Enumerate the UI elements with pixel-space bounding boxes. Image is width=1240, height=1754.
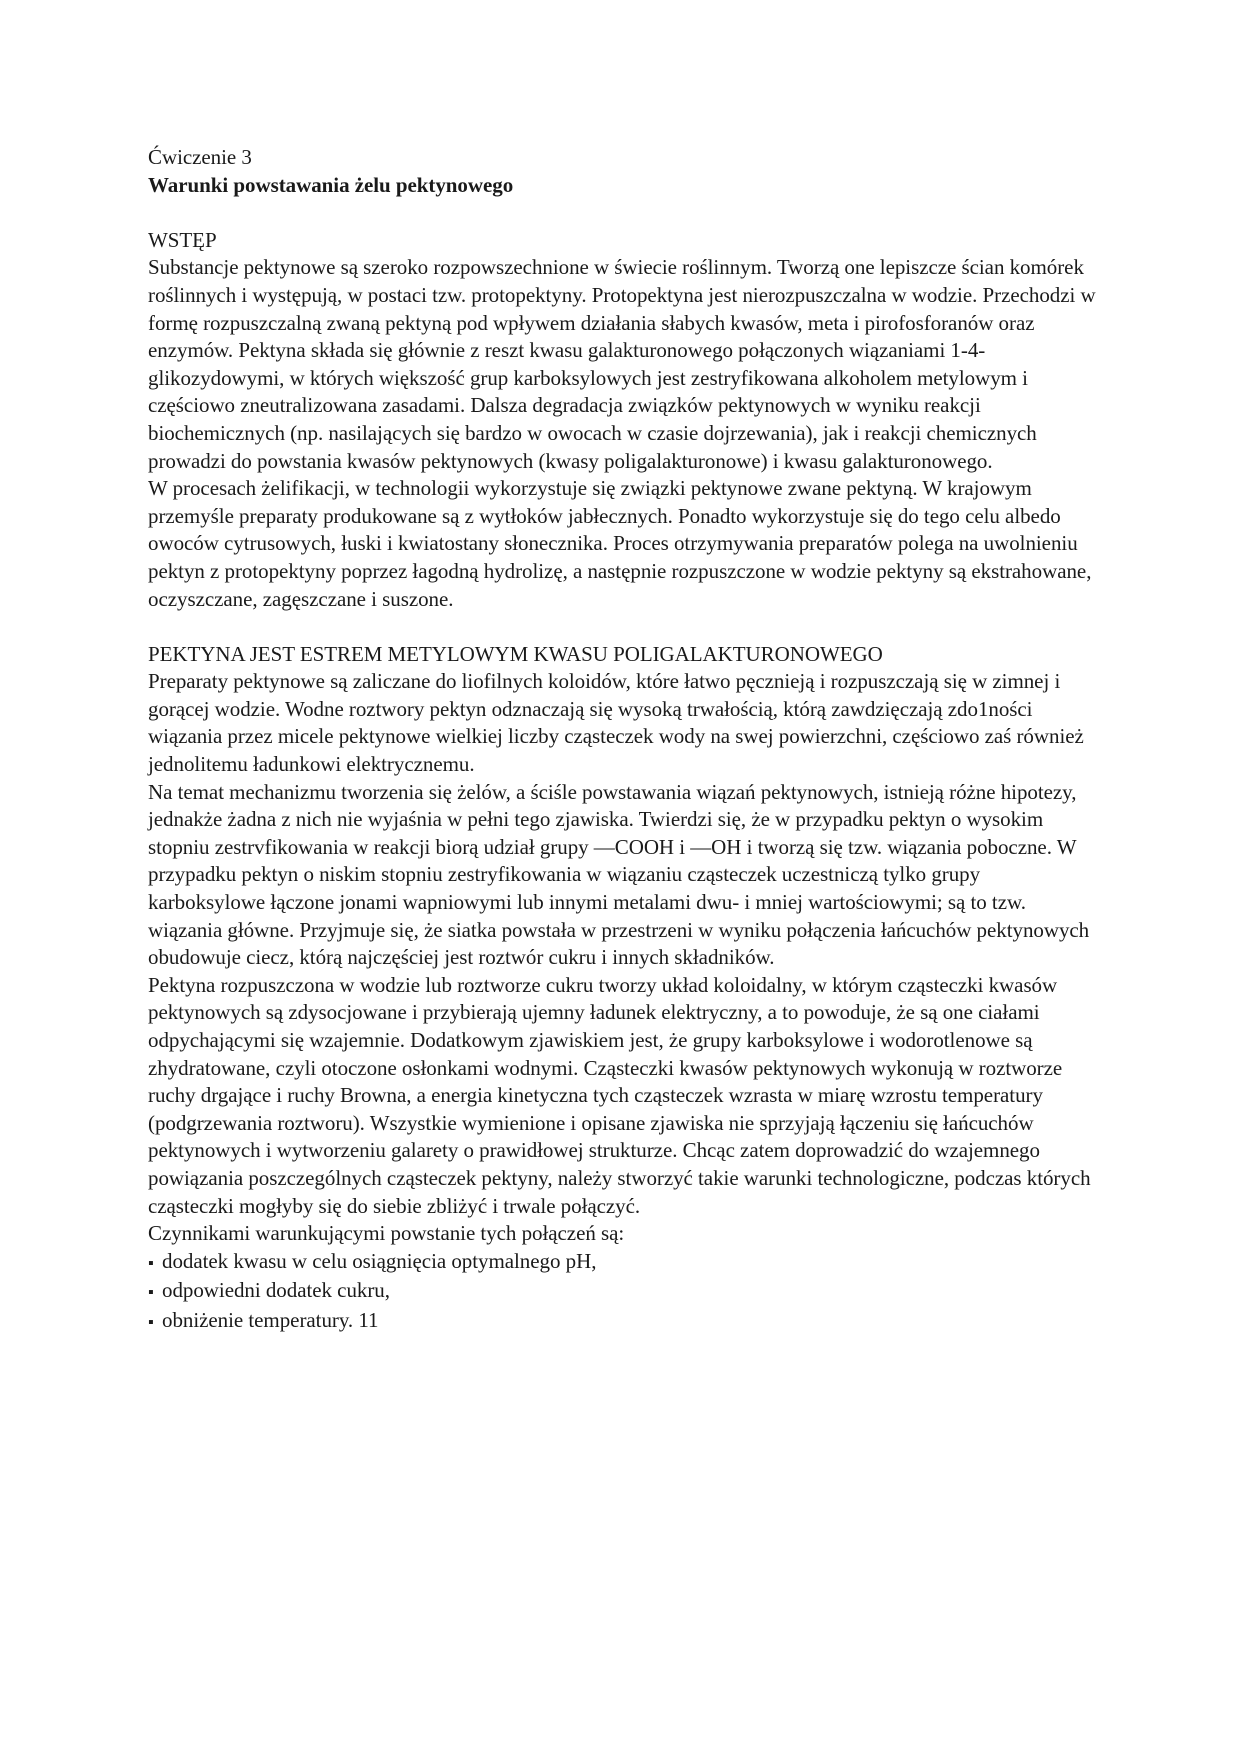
- list-item-text: obniżenie temperatury. 11: [162, 1307, 379, 1332]
- paragraph: W procesach żelifikacji, w technologii wykorzystuje się związki pektynowe zwane pektyną. W krajowym przemyśle preparaty produkowane są z wytłoków jabłecznych. Ponadto wykorzystuje się do tego celu albedo owoców cytrusowych, łuski i kwiatostany słonecznika. Proces otrzymywania preparatów polega na uwolnieniu pektyn z protopektyny poprzez łagodną hydrolizę, a następnie rozpuszczone w wodzie pektyny są ekstrahowane, oczyszczane, zagęszczane i suszone.: [148, 476, 1092, 611]
- list-item-text: odpowiedni dodatek cukru,: [162, 1278, 390, 1303]
- exercise-label: Ćwiczenie 3: [148, 145, 252, 169]
- bullet-icon: ▪: [148, 1313, 154, 1331]
- list-item: [148, 1277, 1098, 1307]
- list-item-text: dodatek kwasu w celu osiągnięcia optymalnego pH,: [162, 1248, 597, 1273]
- paragraph: Czynnikami warunkującymi powstanie tych połączeń są:: [148, 1221, 625, 1246]
- section-heading-pectin: PEKTYNA JEST ESTREM METYLOWYM KWASU POLIGALAKTURONOWEGO: [148, 641, 883, 666]
- paragraph: Pektyna rozpuszczona w wodzie lub roztworze cukru tworzy układ koloidalny, w którym cząsteczki kwasów pektynowych są zdysocjowane i przybierają ujemny ładunek elektryczny, a to powoduje, że są one ciałami odpychającymi się wzajemnie. Dodatkowym zjawiskiem jest, że grupy karboksylowe i wodorotlenowe są zhydratowane, czyli otoczone osłonkami wodnymi. Cząsteczki kwasów pektynowych wykonują w roztworze ruchy drgające i ruchy Browna, a energia kinetyczna tych cząsteczek wzrasta w miarę wzrostu temperatury (podgrzewania roztworu). Wszystkie wymienione i opisane zjawiska nie sprzyjają łączeniu się łańcuchów pektynowych i wytworzeniu galarety o prawidłowej strukturze. Chcąc zatem doprowadzić do wzajemnego powiązania poszczególnych cząsteczek pektyny, należy stworzyć takie warunki technologiczne, podczas których cząsteczki mogłyby się do siebie zbliżyć i trwale połączyć.: [148, 972, 1091, 1218]
- paragraph: Substancje pektynowe są szeroko rozpowszechnione w świecie roślinnym. Tworzą one lepiszcze ścian komórek roślinnych i występują, w postaci tzw. protopektyny. Protopektyna jest nierozpuszczalna w wodzie. Przechodzi w formę rozpuszczalną zwaną pektyną pod wpływem działania słabych kwasów, meta i pirofosforanów oraz enzymów. Pektyna składa się głównie z reszt kwasu galakturonowego połączonych wiązaniami 1-4-glikozydowymi, w których większość grup karboksylowych jest zestryfikowana alkoholem metylowym i częściowo zneutralizowana zasadami. Dalsza degradacja związków pektynowych w wyniku reakcji biochemicznych (np. nasilających się bardzo w owocach w czasie dojrzewania), jak i reakcji chemicznych prowadzi do powstania kwasów pektynowych (kwasy poligalakturonowe) i kwasu galakturonowego.: [148, 255, 1096, 473]
- document-title: Warunki powstawania żelu pektynowego: [148, 172, 514, 197]
- paragraph: Na temat mechanizmu tworzenia się żelów, a ściśle powstawania wiązań pektynowych, istnieją różne hipotezy, jednakże żadna z nich nie wyjaśnia w pełni tego zjawiska. Twierdzi się, że w przypadku pektyn o wysokim stopniu zestrvfikowania w reakcji biorą udział grupy —COOH i —OH i tworzą się tzw. wiązania poboczne. W przypadku pektyn o niskim stopniu zestryfikowania w wiązaniu cząsteczek uczestniczą tylko grupy karboksylowe łączone jonami wapniowymi lub innymi metalami dwu- i mniej wartościowymi; są to tzw. wiązania główne. Przyjmuje się, że siatka powstała w przestrzeni w wyniku połączenia łańcuchów pektynowych obudowuje ciecz, którą najczęściej jest roztwór cukru i innych składników.: [148, 779, 1090, 970]
- bullet-icon: ▪: [148, 1254, 154, 1272]
- bullet-list: [148, 1248, 1098, 1337]
- spacer: [148, 199, 1098, 227]
- bullet-icon: ▪: [148, 1284, 154, 1302]
- paragraph: Preparaty pektynowe są zaliczane do liofilnych koloidów, które łatwo pęcznieją i rozpuszczają się w zimnej i gorącej wodzie. Wodne roztwory pektyn odznaczają się wysoką trwałością, którą zawdzięczają zdo1ności wiązania przez micele pektynowe wielkiej liczby cząsteczek wody na swej powierzchni, częściowo zaś również jednolitemu ładunkowi elektrycznemu.: [148, 669, 1084, 777]
- section-heading-intro: WSTĘP: [148, 227, 217, 252]
- list-item: [148, 1307, 1098, 1337]
- spacer: [148, 613, 1098, 641]
- list-item: [148, 1248, 1098, 1278]
- document-body: [148, 144, 1098, 1337]
